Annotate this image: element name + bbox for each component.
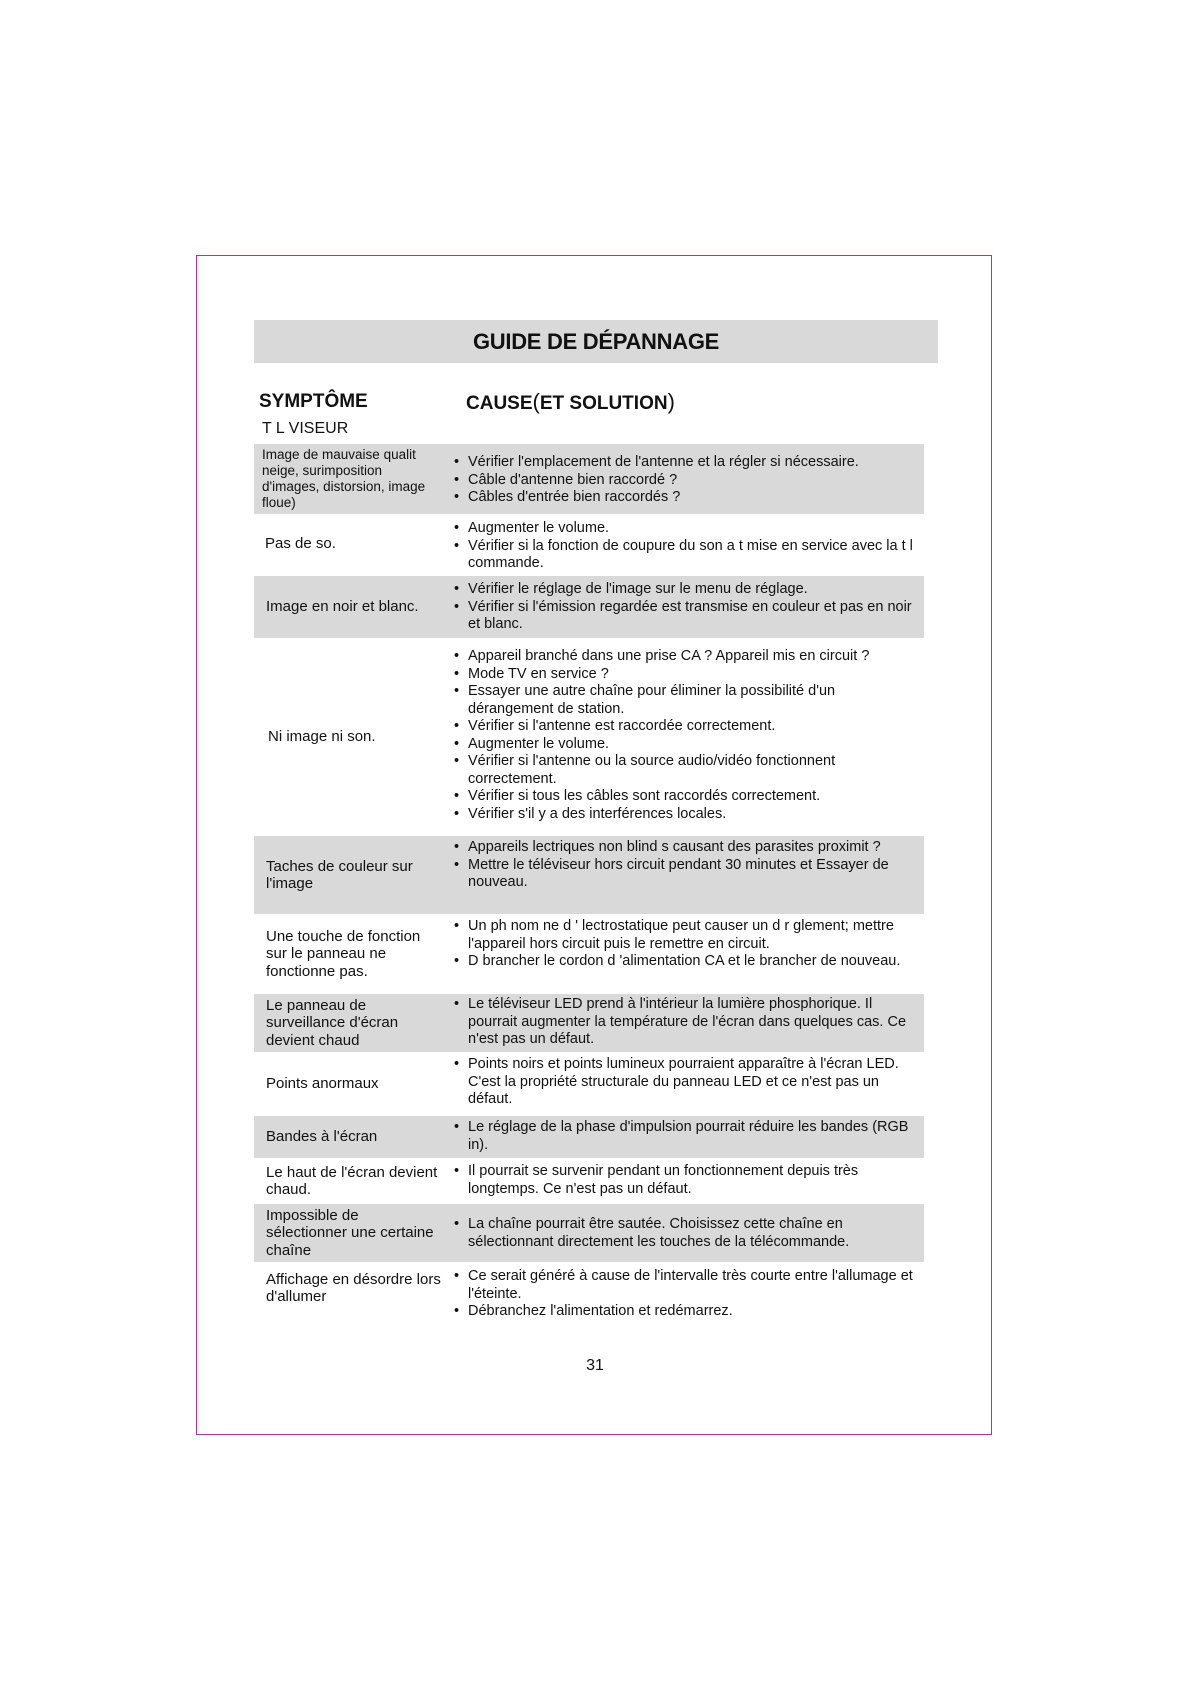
solution-item: • Essayer une autre chaîne pour éliminer la possibilité d'un dérangement de station.	[454, 683, 924, 718]
table-row	[254, 1054, 924, 1114]
solution-item: • Appareils lectriques non blind s causant des parasites proximit ?	[454, 839, 914, 857]
table-row	[254, 1264, 924, 1330]
solution-list	[454, 648, 924, 823]
symptom-text: Bandes à l'écran	[266, 1128, 378, 1146]
solution-list	[454, 1119, 914, 1154]
solution-list	[454, 1056, 914, 1109]
solution-item: • Le téléviseur LED prend à l'intérieur la lumière phosphorique. Il pourrait augmenter la température de l'écran dans quelques cas. Ce n'est pas un défaut.	[454, 996, 914, 1049]
section-label: T L VISEUR	[262, 420, 349, 437]
solution-item: • La chaîne pourrait être sautée. Choisissez cette chaîne en sélectionnant directement les touches de la télécommande.	[454, 1216, 914, 1251]
table-row	[254, 576, 924, 638]
solution-item: • Le réglage de la phase d'impulsion pourrait réduire les bandes (RGB in).	[454, 1119, 914, 1154]
table-row	[254, 1116, 924, 1158]
solution-item: • Débranchez l'alimentation et redémarrez.	[454, 1303, 914, 1321]
solution-item: • Mettre le téléviseur hors circuit pendant 30 minutes et Essayer de nouveau.	[454, 857, 914, 892]
solution-item: • Vérifier si la fonction de coupure du son a t mise en service avec la t l commande.	[454, 538, 914, 573]
symptom-text: Ni image ni son.	[268, 728, 376, 746]
solution-list	[454, 1268, 914, 1321]
symptom-text: Impossible de sélectionner une certaine chaîne	[266, 1206, 434, 1259]
solution-item: • Câble d'antenne bien raccordé ?	[454, 472, 914, 490]
solution-item: • Points noirs et points lumineux pourraient apparaître à l'écran LED. C'est la propriété structurale du panneau LED et ce n'est pas un défaut.	[454, 1056, 914, 1109]
solution-item: • Augmenter le volume.	[454, 736, 924, 754]
symptom-text: Points anormaux	[266, 1075, 379, 1093]
symptom-text: Image de mauvaise qualit neige, surimposition d'images, distorsion, image floue)	[262, 447, 426, 510]
solution-item: • Il pourrait se survenir pendant un fonctionnement depuis très longtemps. Ce n'est pas un défaut.	[454, 1163, 914, 1198]
solution-list	[454, 1216, 914, 1251]
solution-item: • Appareil branché dans une prise CA ? Appareil mis en circuit ?	[454, 648, 924, 666]
solution-list	[454, 581, 914, 634]
symptom-text: Le haut de l'écran devient chaud.	[266, 1163, 438, 1198]
table-row	[254, 836, 924, 914]
solution-item: • D brancher le cordon d 'alimentation CA et le brancher de nouveau.	[454, 953, 914, 971]
symptom-text: Le panneau de surveillance d'écran devient chaud	[266, 996, 399, 1049]
solution-item: • Vérifier s'il y a des interférences locales.	[454, 806, 924, 824]
solution-list	[454, 454, 914, 507]
solution-item: • Augmenter le volume.	[454, 520, 914, 538]
solution-item: • Un ph nom ne d ' lectrostatique peut causer un d r glement; mettre l'appareil hors circuit puis le remettre en circuit.	[454, 918, 914, 953]
table-row	[254, 994, 924, 1052]
solution-list	[454, 918, 914, 971]
solution-list	[454, 1163, 914, 1198]
solution-item: • Mode TV en service ?	[454, 666, 924, 684]
table-row	[254, 640, 924, 834]
solution-item: • Vérifier si l'antenne est raccordée correctement.	[454, 718, 924, 736]
table-row	[254, 444, 924, 514]
solution-item: • Vérifier si l'antenne ou la source audio/vidéo fonctionnent correctement.	[454, 753, 924, 788]
symptom-text: Taches de couleur sur l'image	[266, 857, 413, 892]
solution-item: • Vérifier si tous les câbles sont raccordés correctement.	[454, 788, 924, 806]
table-row	[254, 516, 924, 574]
symptom-text: Image en noir et blanc.	[266, 598, 419, 616]
symptom-column-header: SYMPTÔME	[259, 391, 368, 412]
solution-item: • Vérifier le réglage de l'image sur le menu de réglage.	[454, 581, 914, 599]
solution-list	[454, 839, 914, 892]
cause-column-header: CAUSE(ET SOLUTION)	[466, 389, 675, 414]
page-title: GUIDE DE DÉPANNAGE	[254, 320, 938, 363]
symptom-text: Pas de so.	[265, 535, 336, 553]
symptom-text: Une touche de fonction sur le panneau ne fonctionne pas.	[266, 927, 421, 980]
symptom-text: Affichage en désordre lors d'allumer	[266, 1270, 441, 1305]
solution-list	[454, 520, 914, 573]
solution-item: • Câbles d'entrée bien raccordés ?	[454, 489, 914, 507]
table-row	[254, 916, 924, 992]
solution-item: • Vérifier si l'émission regardée est transmise en couleur et pas en noir et blanc.	[454, 599, 914, 634]
solution-item: • Ce serait généré à cause de l'intervalle très courte entre l'allumage et l'éteinte.	[454, 1268, 914, 1303]
table-row	[254, 1160, 924, 1202]
page-number: 31	[586, 1357, 604, 1374]
solution-list	[454, 996, 914, 1049]
table-row	[254, 1204, 924, 1262]
solution-item: • Vérifier l'emplacement de l'antenne et la régler si nécessaire.	[454, 454, 914, 472]
